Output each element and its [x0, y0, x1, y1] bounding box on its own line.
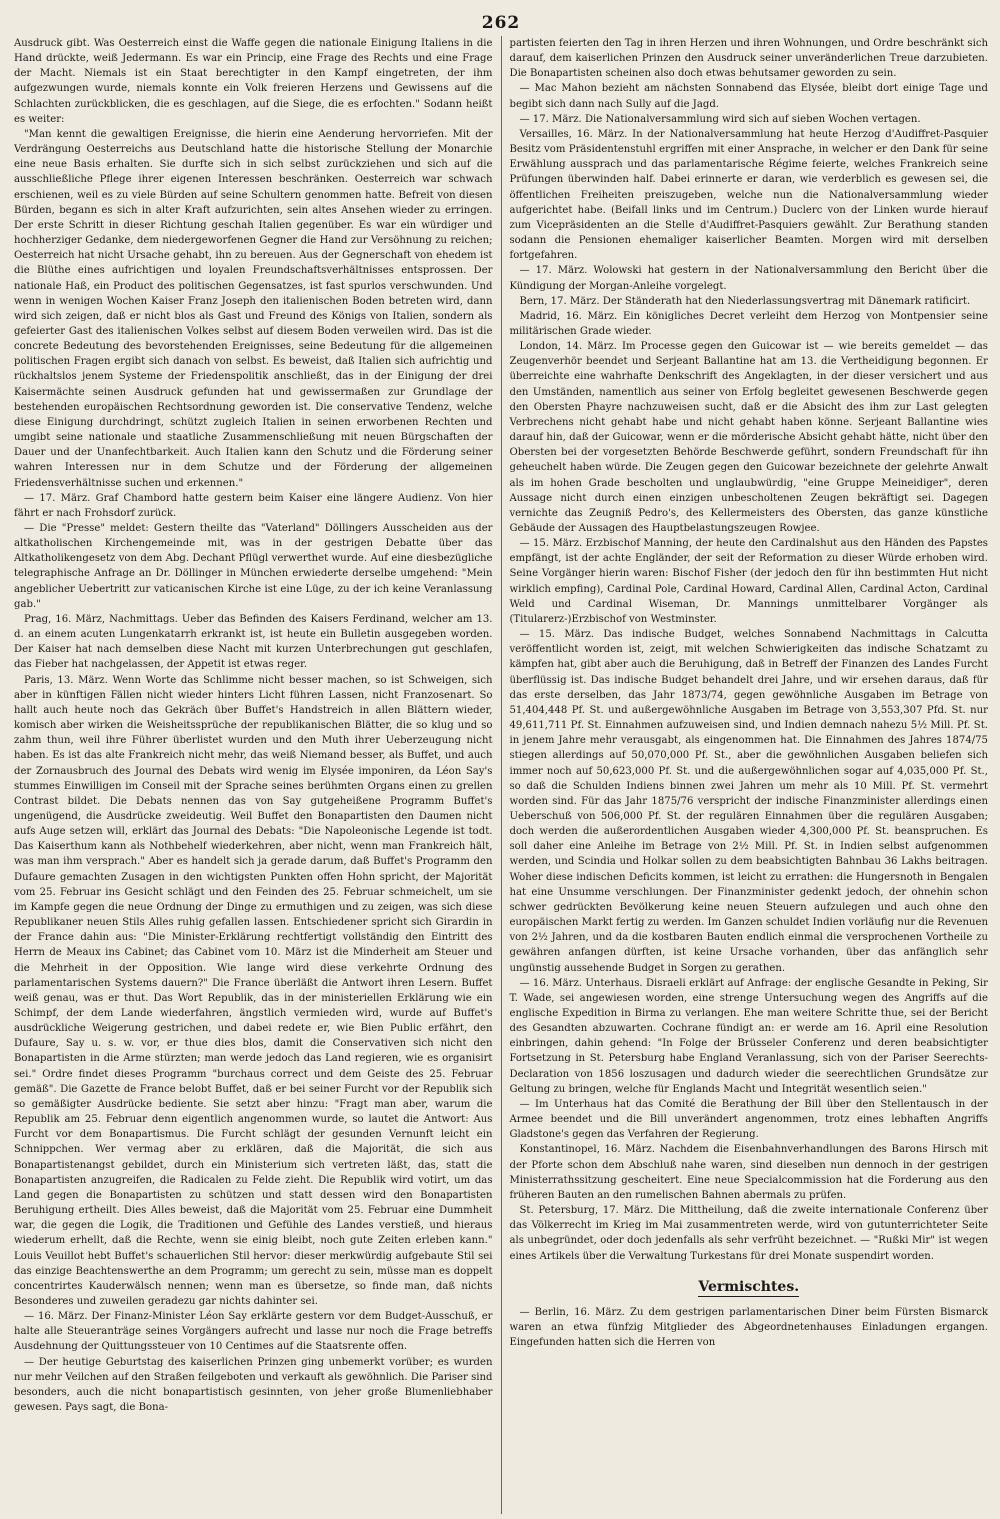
article-paragraph: Konstantinopel, 16. März. Nachdem die Eisenbahnverhandlungen des Barons Hirsch mit der Pforte schon dem Abschluß nahe waren, sind dieselben nun dennoch in der gestrigen Ministerrathssitzung gescheitert. Eine neue Specialcommission hat die Forderung aus den früheren Bauten an den rumelischen Bahnen abermals zu prüfen.: [509, 1144, 988, 1201]
article-paragraph: — 17. März. Graf Chambord hatte gestern beim Kaiser eine längere Audienz. Von hier fährt er nach Frohsdorf zurück.: [14, 492, 493, 519]
article-paragraph: — Mac Mahon bezieht am nächsten Sonnabend das Elysée, bleibt dort einige Tage und begibt sich dann nach Sully auf die Jagd.: [509, 83, 988, 110]
article-paragraph: — 15. März. Das indische Budget, welches Sonnabend Nachmittags in Calcutta veröffentlicht worden ist, zeigt, mit welchen Schwierigkeiten das indische Schatzamt zu kämpfen hat, gibt aber auch die Beruhigung, daß in Betreff der Finanzen des Landes Furcht überflüssig ist. Das indische Budget behandelt drei Jahre, und wir ersehen daraus, daß für das erste derselben, das Jahr 1873/74, gegen gewöhnliche Ausgaben im Betrage von 51,404,448 Pf. St. und außergewöhnliche Ausgaben im Betrage von 3,553,307 Pfd. St. nur 49,611,711 Pf. St. Einnahmen aufzuweisen sind, und Indien demnach nahezu 5½ Mill. Pf. St. in jenem Jahre mehr verausgabt, als eingenommen hat. Die Einnahmen des Jahres 1874/75 stiegen allerdings auf 50,070,000 Pf. St., aber die gewöhnlichen Ausgaben beliefen sich immer noch auf 50,623,000 Pf. St. und die außergewöhnlichen sogar auf 4,035,000 Pf. St., so daß die Schulden Indiens binnen zwei Jahren um mehr als 10 Mill. Pf. St. vermehrt worden sind. Für das Jahr 1875/76 verspricht der indische Finanzminister allerdings einen Ueberschuß von 506,000 Pf. St. der regulären Einnahmen über die regulären Ausgaben; doch werden die außerordentlichen Ausgaben wieder 4,300,000 Pf. St. beanspruchen. Es soll daher eine Anleihe im Betrage von 2½ Mill. Pf. St. in Indien selbst aufgenommen werden, und Scindia und Holkar sollen zu dem beabsichtigten Bahnbau 36 Lakhs beitragen. Woher diese indischen Deficits kommen, ist leicht zu errathen: die Hungersnoth in Bengalen hat eine Unsumme verschlungen. Der Finanzminister gedenkt jedoch, der ohnehin schon schwer gedrückten Bevölkerung keine neuen Steuern aufzulegen und auch ohne den europäischen Markt fertig zu werden. Im Ganzen schuldet Indien vorläufig nur die Revenuen von 2½ Jahren, und da die kostbaren Bauten endlich einmal die versprochenen Vortheile zu gewähren anfangen dürften, ist keine Ursache vorhanden, über das anfänglich sehr ungünstig aussehende Budget in Sorgen zu gerathen.: [509, 629, 988, 974]
article-paragraph: — Die "Presse" meldet: Gestern theilte das "Vaterland" Döllingers Ausscheiden aus der altkatholischen Kirchengemeinde mit, was in der gestrigen Debatte über das Altkatholikengesetz von dem Abg. Dechant Pflügl verwerthet wurde. Auf eine diesbezügliche telegraphische Anfrage an Dr. Döllinger in München erwiederte derselbe umgehend: "Mein angeblicher Uebertritt zur vaticanischen Kirche ist eine Lüge, zu der ich keine Veranlassung gab.": [14, 523, 493, 610]
section-heading: [509, 1280, 988, 1297]
article-paragraph: — 17. März. Die Nationalversammlung wird sich auf sieben Wochen vertagen.: [519, 113, 921, 125]
right-column: [509, 36, 988, 1514]
article-paragraph: Prag, 16. März, Nachmittags. Ueber das Befinden des Kaisers Ferdinand, welcher am 13. d. an einem acuten Lungenkatarrh erkrankt ist, ist heute ein Bulletin ausgegeben worden. Der Kaiser hat nach demselben diese Nacht mit kurzen Unterbrechungen gut geschlafen, das Fieber hat nachgelassen, der Appetit ist etwas reger.: [14, 613, 493, 671]
section-heading-text: Vermischtes.: [698, 1280, 799, 1297]
article-paragraph: "Man kennt die gewaltigen Ereignisse, die hierin eine Aenderung hervorriefen. Mit der Verdrängung Oesterreichs aus Deutschland hatte die historische Stellung der Monarchie eine neue Basis erhalten. Sie durfte sich in sich selbst zurückziehen und sich auf die ausschließliche Pflege ihrer eigenen Interessen beschränken. Oesterreich war schwach erschienen, weil es zu viele Bürden auf seine Schultern genommen hatte. Befreit von diesen Bürden, begann es sich in alter Kraft aufzurichten, sein altes Ansehen wieder zu erringen. Der erste Schritt in dieser Richtung geschah Italien gegenüber. Es war ein würdiger und hochherziger Gedanke, dem niedergeworfenen Gegner die Hand zur Versöhnung zu reichen; Oesterreich hat nicht Ursache gehabt, ihn zu bereuen. Aus der Gegnerschaft von ehedem ist die Blüthe eines aufrichtigen und loyalen Freundschaftsverhältnisses entsprossen. Der nationale Haß, ein Product des politischen Gegensatzes, ist fast spurlos verschwunden. Und wenn in wenigen Wochen Kaiser Franz Joseph den italienischen Boden betreten wird, dann wird sich zeigen, daß er nicht blos als Gast und Freund des Königs von Italien, sondern als gefeierter Gast des italienischen Volkes selbst auf diesem Boden verweilen wird. Das ist die concrete Bedeutung des bevorstehenden Ereignisses, seine Bedeutung für die allgemeinen politischen Fragen ergibt sich danach von selbst. Es beweist, daß Italien sich aufrichtig und rückhaltslos jenem Systeme der Friedenspolitik anschließt, das in der Einigung der drei Kaisermächte seinen Ausdruck gefunden hat und gewissermaßen zur Grundlage der bestehenden europäischen Rechtsordnung geworden ist. Die conservative Tendenz, welche diese Einigung durchdringt, schützt zugleich Italien in seinen erworbenen Rechten und umgibt seine nationale und staatliche Zusammenschließung mit neuen Bürgschaften der Dauer und der Unanfechtbarkeit. Auch Italien kann den Schutz und die Förderung seiner wahren Interessen nur in dem Schutze und der Förderung der allgemeinen Friedensverhältnisse suchen und erkennen.": [14, 128, 493, 489]
columns: [14, 36, 988, 1514]
article-paragraph: Paris, 13. März. Wenn Worte das Schlimme nicht besser machen, so ist Schweigen, sich aber in künftigen Fällen nicht wieder hinters Licht führen Lassen, nicht Franzosenart. So hallt auch heute noch das Gekräch über Buffet's Handstreich in allen Blättern wieder, komisch aber wirken die Weisheitssprüche der republikanischen Blätter, die so klug und so zahm thun, weil ihre Führer überlistet wurden und den Muth ihrer Ueberzeugung nicht haben. Es ist das alte Frankreich nicht mehr, das weiß Niemand besser, als Buffet, und auch der Zornausbruch des Journal des Debats wird wenig im Elysée imponiren, da Léon Say's stummes Einwilligen im Conseil mit der Sprache seines berühmten Organs einen zu grellen Contrast bildet. Die Debats nennen das von Say gutgeheißene Programm Buffet's ungenügend, die Ausdrücke zweideutig. Weil Buffet den Bonapartisten den Daumen nicht aufs Auge setzen will, erklärt das Journal des Debats: "Die Napoleonische Legende ist todt. Das Kaiserthum kann als Nothbehelf wiederkehren, aber nicht, wenn man Frankreich hält, was man ihm versprach." Aber es handelt sich ja gerade darum, daß Buffet's Programm den Dufaure gemachten Zusagen in den wichtigsten Punkten offen Hohn spricht, der Majorität vom 25. Februar ins Gesicht schlägt und den Feinden des 25. Februar schmeichelt, um sie im Kampfe gegen die neue Ordnung der Dinge zu ermuthigen und zu zeigen, was sich diese Republikaner neuen Stils Alles ruhig gefallen lassen. Entschiedener spricht sich Girardin in der France dahin aus: "Die Minister-Erklärung rechtfertigt vollständig den Eintritt des Herrn de Meaux ins Cabinet; das Cabinet vom 10. März ist die Minderheit am Steuer und die Mehrheit in der Opposition. Wie lange wird diese verkehrte Ordnung des parlamentarischen Systems dauern?" Die France überläßt die Antwort ihren Lesern. Buffet weiß genau, was er thut. Das Wort Republik, das in der ministeriellen Erklärung wie ein Schimpf, der dem Lande wiederfahren, ängstlich vermieden wird, wurde auf Buffet's ausdrückliche Weigerung gestrichen, und dabei redete er, wie Bien Public erfährt, den Dufaure, Say u. s. w. vor, er thue dies blos, damit die Conservativen sich nicht den Bonapartisten in die Arme stürzten; man werde jedoch das Land regieren, wie es organisirt sei." Ordre findet dieses Programm "burchaus correct und dem Geiste des 25. Februar gemäß". Die Gazette de France belobt Buffet, daß er bei seiner Furcht vor der Republik sich so gemäßigter Ausdrücke bediente. Sie setzt aber hinzu: "Fragt man aber, warum die Republik am 25. Februar denn eigentlich angenommen wurde, so lautet die Antwort: Aus Furcht vor dem Bonapartismus. Die Furcht schlägt der gesunden Vernunft leicht ein Schnippchen. Wer vermag aber zu erklären, daß die Majorität, die sich aus Bonapartistenangst gebildet, durch ein Ministerium sich vertreten läßt, das, statt die Bonapartisten anzugreifen, die Radicalen zu Felde zieht. Die Republik wird votirt, um das Land gegen die Bonapartisten zu schützen und statt dessen wird den Bonapartisten Beruhigung ertheilt. Dies Alles beweist, daß die Majorität vom 25. Februar eine Dummheit war, die gegen die Logik, die Traditionen und Gefühle des Landes verstieß, und hieraus wiederum erhellt, daß die Rechte, wenn sie einig bleibt, noch gute Zeiten erleben kann." Louis Veuillot hebt Buffet's schauerlichen Stil hervor: dieser merkwürdig aufgebaute Stil sei das einzige Beachtenswerthe an dem Programm; um gerecht zu sein, müsse man es doppelt concentrirtes Kauderwälsch nennen; wenn man es übersetze, so finde man, daß nichts Besonderes und zuweilen geradezu gar nichts dahinter sei.: [14, 674, 493, 1307]
article-paragraph: — 16. März. Der Finanz-Minister Léon Say erklärte gestern vor dem Budget-Ausschuß, er halte alle Steueranträge seines Vorgängers aufrecht und lasse nur noch die Frage betreffs Ausdehnung der Quittungssteuer von 10 Centimes auf die Staatsrente offen.: [14, 1311, 493, 1353]
article-paragraph: St. Petersburg, 17. März. Die Mittheilung, daß die zweite internationale Conferenz über das Völkerrecht im Krieg im Mai zusammentreten werde, wird von gutunterrichteter Seite als unbegründet, oder doch jedenfalls als sehr verfrüht bezeichnet. — "Rußki Mir" ist wegen eines Artikels über die Verwaltung Turkestans für drei Monate suspendirt worden.: [509, 1205, 988, 1262]
article-paragraph: Madrid, 16. März. Ein königliches Decret verleiht dem Herzog von Montpensier seine militärischen Grade wieder.: [509, 310, 988, 337]
article-paragraph: Versailles, 16. März. In der Nationalversammlung hat heute Herzog d'Audiffret-Pasquier Besitz vom Präsidentenstuhl ergriffen mit einer Ansprache, in welcher er den Dank für seine Erwählung aussprach und das parlamentarische Régime feierte, welches Frankreich seine Prüfungen überwinden half. Dabei erinnerte er daran, wie verderblich es gewesen sei, die öffentlichen Freiheiten preiszugeben, welche nun die Nationalversammlung wieder aufgerichtet habe. (Beifall links und im Centrum.) Duclerc von der Linken wurde hierauf zum Vicepräsidenten an die Stelle d'Audiffret-Pasquiers gewählt. Zur Berathung standen sodann die Pensionen ehemaliger kaiserlicher Beamten. Morgen wird mit derselben fortgefahren.: [509, 128, 988, 262]
page-number: 262: [481, 13, 521, 33]
article-paragraph: — Im Unterhaus hat das Comité die Berathung der Bill über den Stellentausch in der Armee beendet und die Bill unverändert angenommen, trotz eines lebhaften Angriffs Gladstone's gegen das Verfahren der Regierung.: [509, 1098, 988, 1141]
article-paragraph: — 16. März. Unterhaus. Disraeli erklärt auf Anfrage: der englische Gesandte in Peking, Sir T. Wade, sei angewiesen worden, eine strenge Untersuchung wegen des Angriffs auf die englische Expedition in Birma zu verlangen. Ehe man weitere Schritte thue, sei der Bericht des Gesandten abzuwarten. Cochrane fündigt an: er werde am 16. April eine Resolution einbringen, dahin gehend: "In Folge der Brüsseler Conferenz und deren beabsichtigter Fortsetzung in St. Petersburg habe England Veranlassung, sich von der Pariser Seerechts-Declaration von 1856 loszusagen und dadurch wieder die seerechtlichen Grundsätze zur Geltung zu bringen, welche für Englands Macht und Integrität wesentlich seien.": [509, 977, 988, 1095]
article-paragraph: partisten feierten den Tag in ihren Herzen und ihren Wohnungen, und Ordre beschränkt sich darauf, dem kaiserlichen Prinzen den Ausdruck seiner unveränderlichen Treue darzubieten. Die Bonapartisten scheinen also doch etwas behutsamer geworden zu sein.: [509, 38, 988, 80]
left-column: [14, 36, 493, 1514]
article-paragraph: — 15. März. Erzbischof Manning, der heute den Cardinalshut aus den Händen des Papstes empfängt, ist der achte Engländer, der seit der Reformation zu dieser Würde erhoben wird. Seine Vorgänger hierin waren: Bischof Fisher (der jedoch den für ihn bestimmten Hut nicht wirklich empfing), Cardinal Pole, Cardinal Howard, Cardinal Allen, Cardinal Acton, Cardinal Weld und Cardinal Wiseman, Dr. Mannings unmittelbarer Vorgänger als (Titularerz-)Erzbischof von Westminster.: [509, 538, 988, 625]
article-paragraph: — Berlin, 16. März. Zu dem gestrigen parlamentarischen Diner beim Fürsten Bismarck waren an etwa fünfzig Mitglieder des Abgeordnetenhauses Einladungen ergangen. Eingefunden hatten sich die Herren von: [509, 1306, 988, 1349]
article-paragraph: Bern, 17. März. Der Ständerath hat den Niederlassungsvertrag mit Dänemark ratificirt.: [519, 295, 971, 307]
article-paragraph: London, 14. März. Im Processe gegen den Guicowar ist — wie bereits gemeldet — das Zeugenverhör beendet und Serjeant Ballantine hat am 13. die Vertheidigung begonnen. Er überreichte eine wahrhafte Denkschrift des Angeklagten, in der dieser versichert und aus den Umständen, namentlich aus seiner von Erfolg begleitet gewesenen Beschwerde gegen den Obersten Phayre nachzuweisen sucht, daß er die Absicht des ihm zur Last gelegten Verbrechens nicht gehabt habe und nicht gehabt haben könne. Serjeant Ballantine wies darauf hin, daß der Guicowar, wenn er die mörderische Absicht gehabt hätte, nicht über den Obersten bei der vorgesetzten Behörde Beschwerde geführt, sondern Freundschaft für ihn geheuchelt haben würde. Die Zeugen gegen den Guicowar bezeichnete der gelehrte Anwalt als im hohen Grade bescholten und unglaubwürdig, "eine Gruppe Meineidiger", deren Aussage nicht durch einen einzigen unbescholtenen Zeugen bekräftigt sei. Dagegen vernichte das Zeugniß Pedro's, des Kellermeisters des Obersten, das ganze künstliche Gebäude der Aussagen des Hauptbelastungszeugen Rowjee.: [509, 341, 988, 534]
article-paragraph: — Der heutige Geburtstag des kaiserlichen Prinzen ging unbemerkt vorüber; es wurden nur mehr Veilchen auf den Straßen feilgeboten und verkauft als gewöhnlich. Die Pariser sind besonders, auch die nicht bonapartistisch gesinnten, von jeher große Blumenliebhaber gewesen. Pays sagt, die Bona-: [14, 1356, 493, 1414]
article-paragraph: — 17. März. Wolowski hat gestern in der Nationalversammlung den Bericht über die Kündigung der Morgan-Anleihe vorgelegt.: [509, 265, 988, 292]
column-divider: [501, 36, 502, 1514]
article-paragraph: Ausdruck gibt. Was Oesterreich einst die Waffe gegen die nationale Einigung Italiens in die Hand drückte, weiß Jedermann. Es war ein Princip, eine Frage des Rechts und eine Frage der Macht. Niemals ist ein Staat berechtigter in den Kampf eingetreten, der ihm aufgezwungen wurde, niemals konnte ein Volk freieren Herzens und Gewissens auf die Schlachten zurückblicken, die es geschlagen, auf die Siege, die es erfochten." Sodann heißt es weiter:: [14, 38, 493, 125]
